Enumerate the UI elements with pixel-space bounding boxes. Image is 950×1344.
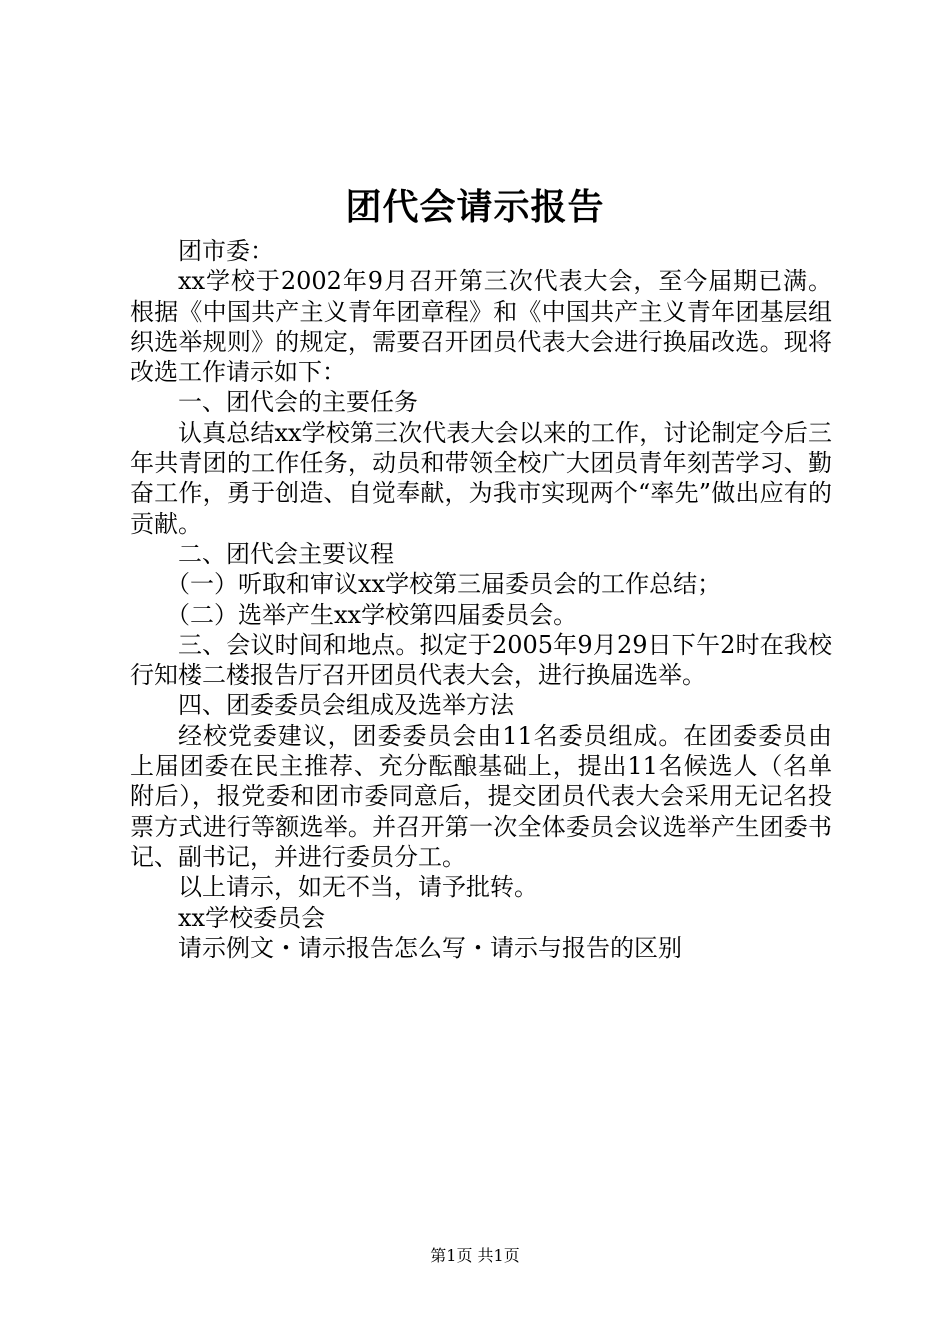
paragraph-closing: 以上请示，如无不当，请予批转。 <box>178 873 538 902</box>
document-title: 团代会请示报告 <box>345 186 605 228</box>
related-links: 请示例文・请示报告怎么写・请示与报告的区别 <box>178 933 682 962</box>
agenda-item-1: （一）听取和审议xx学校第三届委员会的工作总结； <box>166 570 722 599</box>
paragraph-committee: 经校党委建议，团委委员会由11名委员组成。在团委委员由上届团委在民主推荐、充分酝酿基础上，提出11名候选人（名单附后），报党委和团市委同意后，提交团员代表大会采用无记名投票方式进行等额选举。并召开第一次全体委员会议选举产生团委书记、副书记，并进行委员分工。 <box>130 721 832 871</box>
heading-agenda: 二、团代会主要议程 <box>178 539 394 568</box>
paragraph-time-place: 三、会议时间和地点。拟定于2005年9月29日下午2时在我校行知楼二楼报告厅召开团员代表大会，进行换届选举。 <box>130 630 832 690</box>
heading-committee: 四、团委委员会组成及选举方法 <box>178 691 514 720</box>
agenda-item-2: （二）选举产生xx学校第四届委员会。 <box>166 600 578 629</box>
paragraph-intro: xx学校于2002年9月召开第三次代表大会，至今届期已满。根据《中国共产主义青年团章程》和《中国共产主义青年团基层组织选举规则》的规定，需要召开团员代表大会进行换届改选。现将改选工作请示如下： <box>130 267 832 387</box>
heading-main-tasks: 一、团代会的主要任务 <box>178 388 418 417</box>
document-body <box>130 236 832 963</box>
salutation: 团市委： <box>178 237 274 265</box>
paragraph-main-tasks: 认真总结xx学校第三次代表大会以来的工作，讨论制定今后三年共青团的工作任务，动员和带领全校广大团员青年刻苦学习、勤奋工作，勇于创造、自觉奉献，为我市实现两个“率先”做出应有的贡献。 <box>130 418 832 538</box>
page-number: 第1页 共1页 <box>430 1246 520 1265</box>
signature: xx学校委员会 <box>178 903 326 932</box>
